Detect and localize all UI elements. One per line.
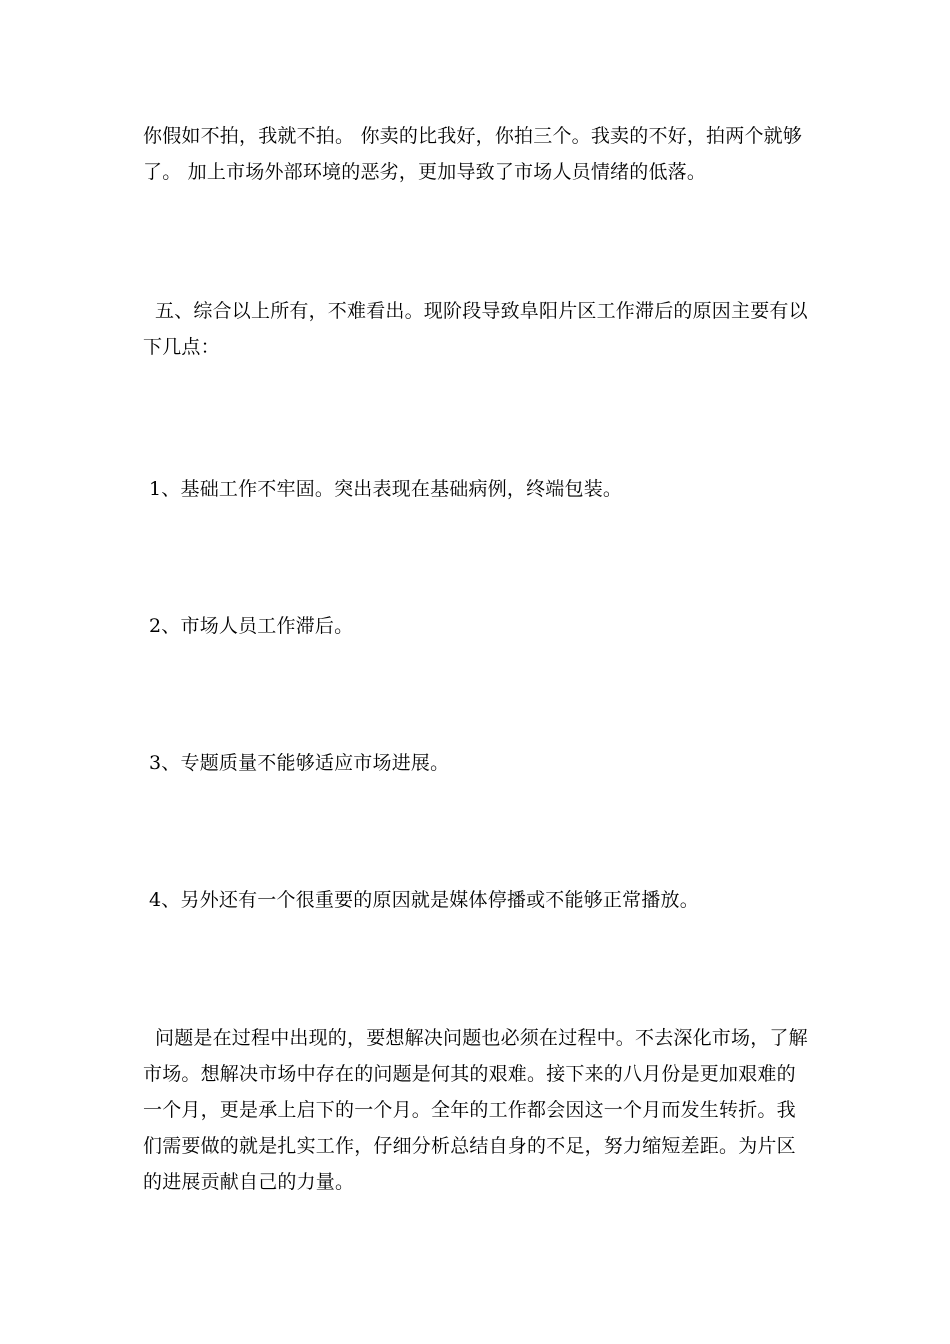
text-line: 3、专题质量不能够适应市场进展。 — [149, 752, 450, 774]
list-item-4 — [143, 882, 809, 918]
text-line: 下几点： — [143, 336, 220, 358]
paragraph-market-mood — [143, 118, 809, 190]
text-line: 问题是在过程中出现的，要想解决问题也必须在过程中。不去深化市场，了解 — [155, 1027, 808, 1049]
list-item-3 — [143, 745, 809, 781]
text-line: 的进展贡献自己的力量。 — [143, 1171, 355, 1193]
text-line: 们需要做的就是扎实工作，仔细分析总结自身的不足，努力缩短差距。为片区 — [143, 1135, 796, 1157]
text-line: 4、另外还有一个很重要的原因就是媒体停播或不能够正常播放。 — [149, 889, 699, 911]
text-line: 你假如不拍，我就不拍。 你卖的比我好，你拍三个。我卖的不好，拍两个就够 — [143, 125, 803, 147]
text-line: 五、综合以上所有，不难看出。现阶段导致阜阳片区工作滞后的原因主要有以 — [155, 300, 808, 322]
paragraph-summary-heading — [143, 293, 809, 365]
text-line: 1、基础工作不牢固。突出表现在基础病例，终端包装。 — [149, 478, 623, 500]
list-item-2 — [143, 608, 809, 644]
text-line: 了。 加上市场外部环境的恶劣，更加导致了市场人员情绪的低落。 — [143, 161, 707, 183]
text-line: 市场。想解决市场中存在的问题是何其的艰难。接下来的八月份是更加艰难的 — [143, 1063, 796, 1085]
list-item-1 — [143, 471, 809, 507]
text-line: 一个月，更是承上启下的一个月。全年的工作都会因这一个月而发生转折。我 — [143, 1099, 796, 1121]
text-line: 2、市场人员工作滞后。 — [149, 615, 354, 637]
paragraph-conclusion — [143, 1020, 809, 1200]
